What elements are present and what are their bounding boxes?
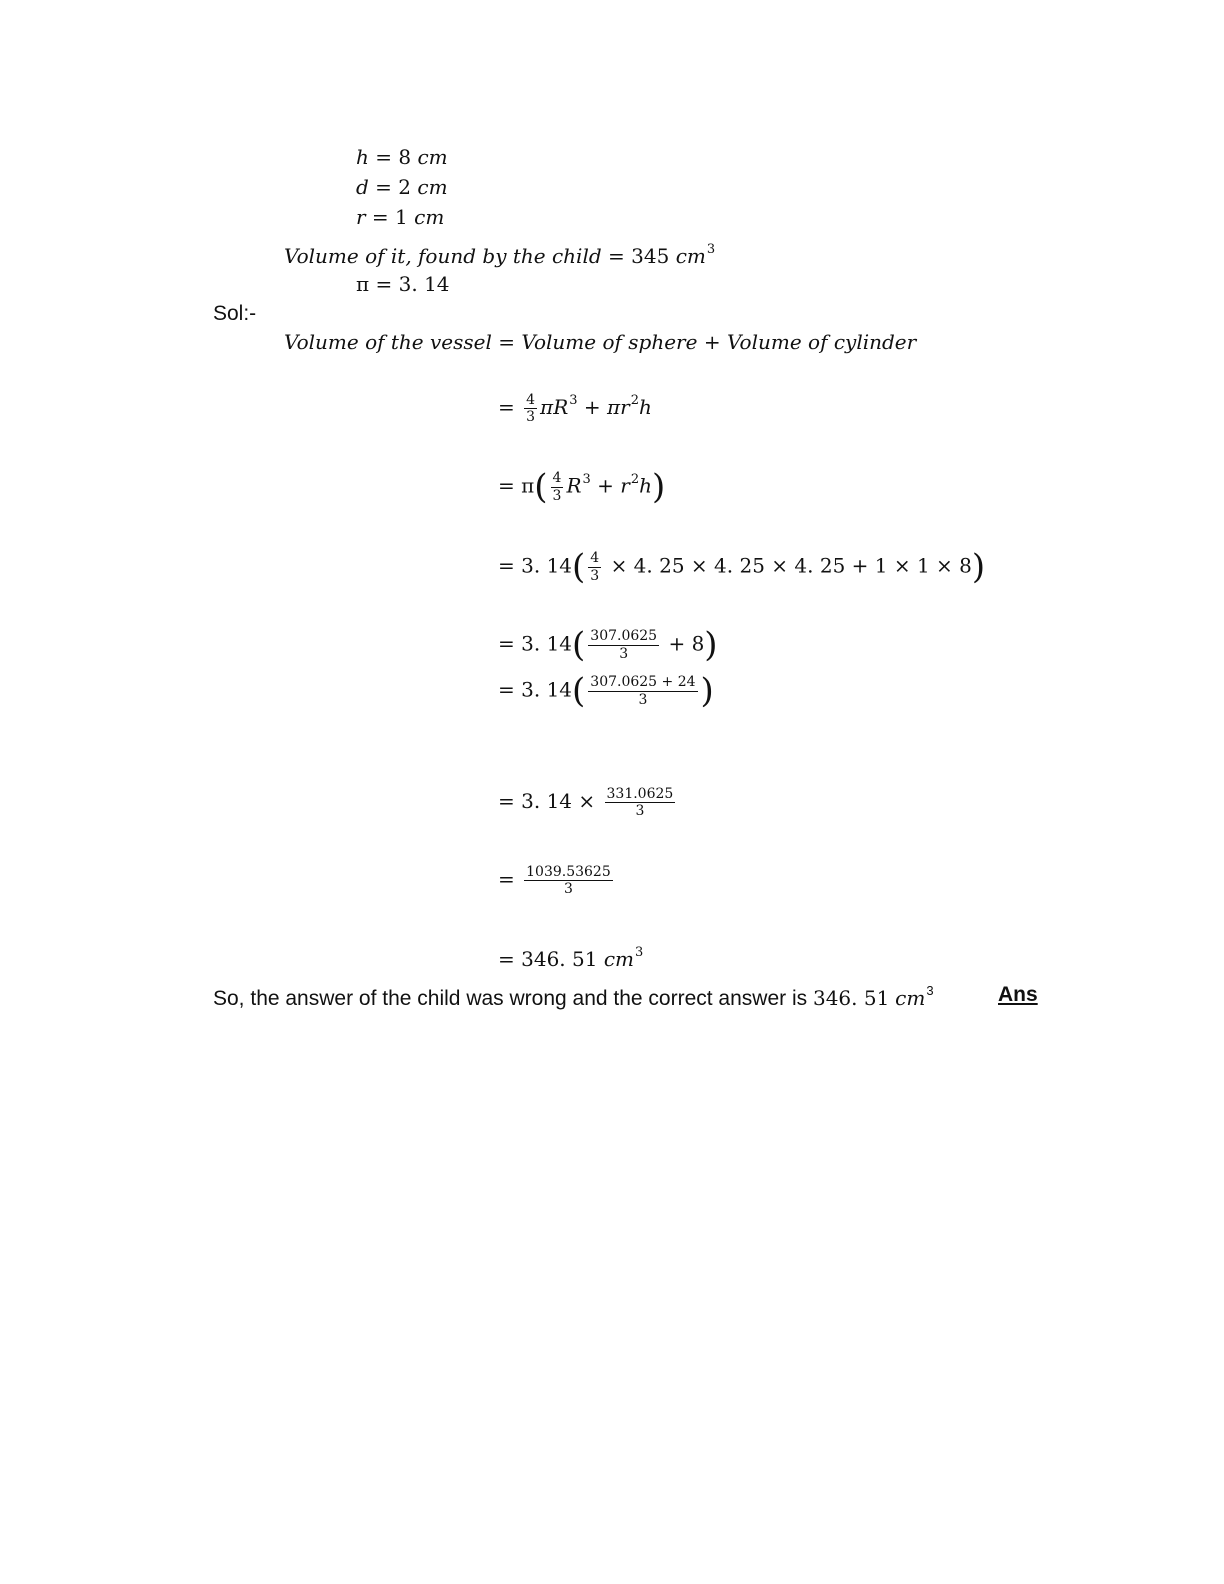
fraction: [588, 628, 659, 661]
term: πr: [607, 395, 630, 420]
numerator: 4: [526, 392, 536, 408]
step-2: [498, 467, 666, 507]
given-child-volume: [284, 243, 715, 266]
exponent: 3: [635, 945, 644, 960]
label: Volume of it, found by the child: [284, 244, 602, 268]
equals: =: [498, 330, 516, 354]
expression: + 8: [668, 631, 705, 656]
plus: +: [583, 395, 601, 420]
open-paren: (: [572, 547, 586, 587]
fraction: [524, 864, 613, 897]
rhs-cylinder: Volume of cylinder: [726, 330, 917, 354]
fraction: [588, 674, 697, 707]
pi-value: 3. 14: [521, 677, 573, 702]
step-3: [498, 547, 986, 587]
exponent: 3: [582, 471, 591, 487]
open-paren: (: [534, 467, 548, 507]
equals: =: [608, 244, 625, 268]
pi-times: 3. 14 ×: [521, 789, 596, 814]
given-pi: [356, 274, 450, 294]
step-8: [498, 946, 643, 969]
denominator: 3: [552, 487, 562, 504]
denominator: 3: [563, 881, 573, 898]
value: 346. 51: [521, 947, 598, 971]
exponent: 3: [926, 983, 934, 998]
var-pi: π: [356, 272, 370, 296]
unit: cm: [417, 145, 448, 169]
value: 345: [631, 244, 670, 268]
unit: cm: [417, 175, 448, 199]
conclusion: [213, 984, 934, 1009]
fraction: [524, 392, 537, 425]
equals: =: [498, 395, 515, 420]
value: 8: [398, 145, 412, 169]
value: 2: [398, 175, 412, 199]
var-r: r: [356, 205, 366, 229]
fraction: [605, 786, 676, 819]
numerator: 307.0625 + 24: [590, 674, 696, 691]
equals: =: [498, 631, 515, 656]
numerator: 331.0625: [606, 786, 674, 802]
close-paren: ): [652, 467, 666, 507]
equals: =: [498, 473, 515, 498]
fraction: [551, 470, 564, 503]
denominator: 3: [638, 691, 648, 708]
answer-unit: cm: [895, 986, 926, 1010]
value: 1: [395, 205, 408, 229]
step-1: [498, 392, 652, 425]
step-7: [498, 864, 616, 897]
equals: =: [498, 677, 515, 702]
equals: =: [371, 205, 389, 229]
unit: cm: [414, 205, 445, 229]
close-paren: ): [700, 671, 714, 711]
given-h: [356, 147, 448, 167]
denominator: 3: [526, 409, 536, 426]
denominator: 3: [635, 803, 645, 820]
close-paren: ): [704, 625, 718, 665]
term: R: [566, 473, 582, 498]
step-4: [498, 625, 718, 665]
ans-label: Ans: [998, 983, 1038, 1006]
equals: =: [375, 145, 393, 169]
exponent: 3: [569, 393, 578, 409]
expression: × 4. 25 × 4. 25 × 4. 25 + 1 × 1 × 8: [610, 553, 972, 578]
term: h: [639, 473, 653, 498]
denominator: 3: [590, 567, 600, 584]
given-r: [356, 207, 444, 227]
equals: =: [498, 789, 515, 814]
volume-statement: [284, 332, 916, 352]
step-5: [498, 671, 714, 711]
fraction: [588, 550, 601, 583]
equals: =: [498, 867, 515, 892]
term: h: [639, 395, 652, 420]
close-paren: ): [971, 547, 986, 587]
numerator: 307.0625: [590, 628, 658, 645]
rhs-sphere: Volume of sphere: [521, 330, 698, 354]
var-d: d: [356, 175, 369, 199]
denominator: 3: [619, 645, 629, 662]
open-paren: (: [572, 625, 586, 665]
lhs: Volume of the vessel: [284, 330, 492, 354]
conclusion-text: So, the answer of the child was wrong and the correct answer is: [213, 987, 808, 1010]
var-h: h: [356, 145, 369, 169]
given-d: [356, 177, 448, 197]
equals: =: [498, 947, 515, 971]
exponent: 2: [630, 471, 640, 487]
open-paren: (: [572, 671, 586, 711]
numerator: 4: [590, 550, 600, 567]
unit: cm: [603, 947, 634, 971]
answer-value: 346. 51: [812, 986, 890, 1010]
pi: π: [521, 473, 535, 498]
equals: =: [375, 175, 392, 199]
numerator: 1039.53625: [526, 864, 611, 880]
solution-label: Sol:-: [213, 302, 257, 325]
pi-value: 3. 14: [521, 553, 573, 578]
numerator: 4: [552, 470, 562, 487]
term: πR: [540, 395, 569, 420]
plus: +: [703, 330, 721, 354]
equals: =: [375, 272, 393, 296]
equals: =: [498, 553, 515, 578]
unit: cm: [675, 244, 706, 268]
pi-value: 3. 14: [521, 631, 573, 656]
plus: +: [597, 473, 614, 498]
exponent: 3: [706, 242, 716, 257]
value: 3. 14: [398, 272, 450, 296]
exponent: 2: [630, 393, 640, 409]
step-6: [498, 786, 678, 819]
term: r: [620, 473, 630, 498]
